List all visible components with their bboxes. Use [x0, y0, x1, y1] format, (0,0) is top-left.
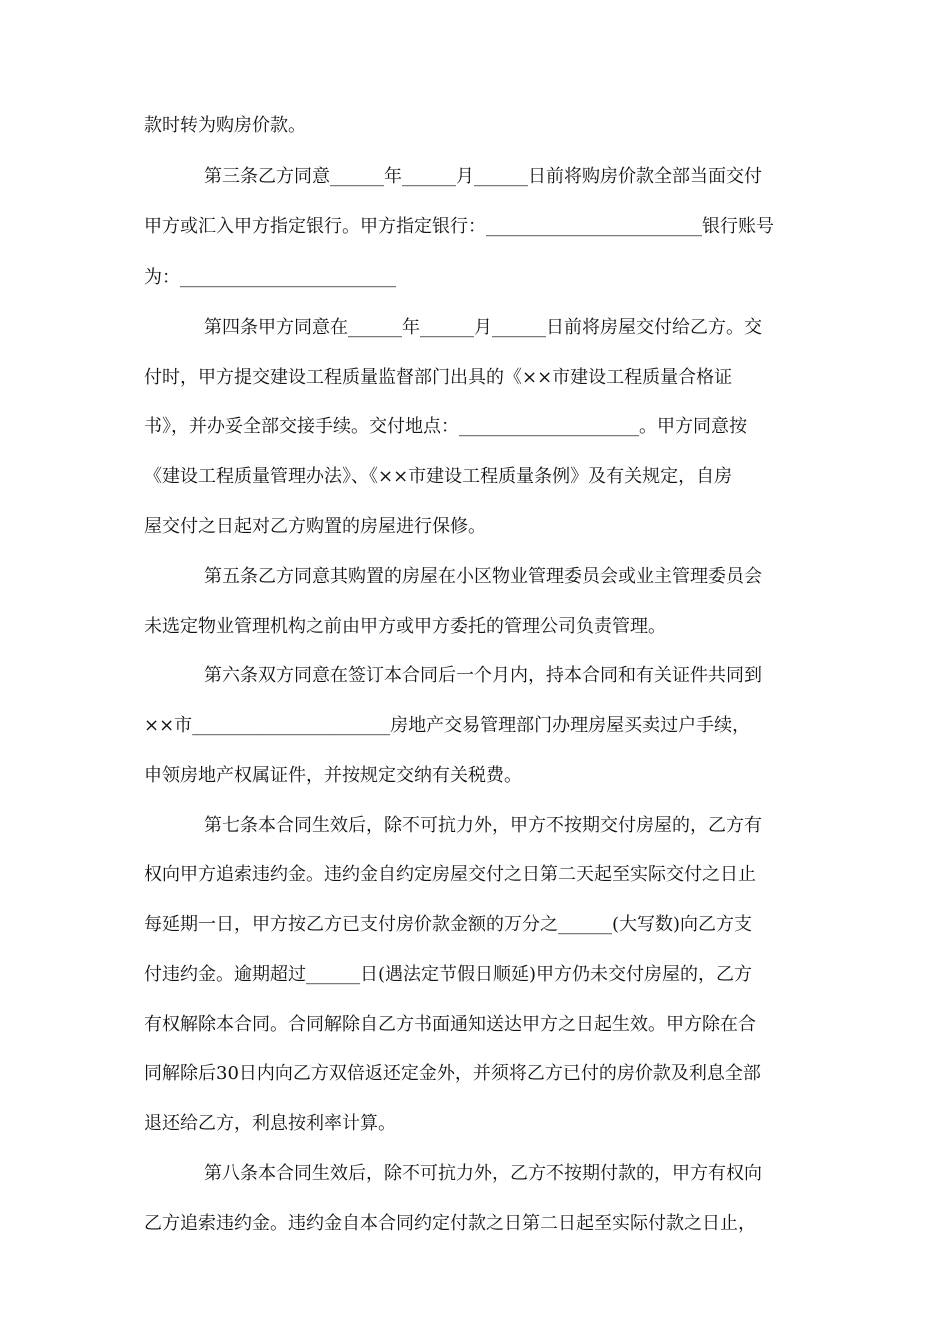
- text-line: 屋交付之日起对乙方购置的房屋进行保修。: [144, 516, 486, 537]
- text-line: 有权解除本合同。合同解除自乙方书面通知送达甲方之日起生效。甲方除在合: [144, 1014, 756, 1035]
- text-line: 甲方或汇入甲方指定银行。甲方指定银行：________________________银行账号: [144, 216, 774, 237]
- text-line: 《建设工程质量管理办法》、《××市建设工程质量条例》及有关规定，自房: [144, 466, 733, 487]
- text-line: 乙方追索违约金。违约金自本合同约定付款之日第二日起至实际付款之日止，: [144, 1213, 756, 1234]
- text-line: 同解除后30日内向乙方双倍返还定金外，并须将乙方已付的房价款及利息全部: [144, 1063, 761, 1084]
- clause-7-line: 第七条本合同生效后，除不可抗力外，甲方不按期交付房屋的，乙方有: [204, 815, 762, 836]
- text-line: ××市______________________房地产交易管理部门办理房屋买卖过户手续，: [144, 715, 751, 736]
- text-line: 退还给乙方，利息按利率计算。: [144, 1113, 396, 1134]
- clause-3-line: 第三条乙方同意______年______月______日前将购房价款全部当面交付: [204, 166, 762, 187]
- text-line: 未选定物业管理机构之前由甲方或甲方委托的管理公司负责管理。: [144, 616, 666, 637]
- text-line: 付违约金。逾期超过______日(遇法定节假日顺延)甲方仍未交付房屋的，乙方: [144, 964, 753, 985]
- text-line: 书》，并办妥全部交接手续。交付地点：____________________。甲方同意按: [144, 416, 747, 437]
- text-line: 款时转为购房价款。: [144, 115, 306, 136]
- clause-6-line: 第六条双方同意在签订本合同后一个月内，持本合同和有关证件共同到: [204, 665, 762, 686]
- clause-5-line: 第五条乙方同意其购置的房屋在小区物业管理委员会或业主管理委员会: [204, 566, 762, 587]
- text-line: 权向甲方追索违约金。违约金自约定房屋交付之日第二天起至实际交付之日止: [144, 864, 756, 885]
- text-line: 申领房地产权属证件，并按规定交纳有关税费。: [144, 765, 522, 786]
- text-line: 付时，甲方提交建设工程质量监督部门出具的《××市建设工程质量合格证: [144, 367, 733, 388]
- text-line: 为：________________________: [144, 267, 396, 288]
- clause-4-line: 第四条甲方同意在______年______月______日前将房屋交付给乙方。交: [204, 317, 762, 338]
- text-line: 每延期一日，甲方按乙方已支付房价款金额的万分之______(大写数)向乙方支: [144, 914, 753, 935]
- clause-8-line: 第八条本合同生效后，除不可抗力外，乙方不按期付款的，甲方有权向: [204, 1163, 762, 1184]
